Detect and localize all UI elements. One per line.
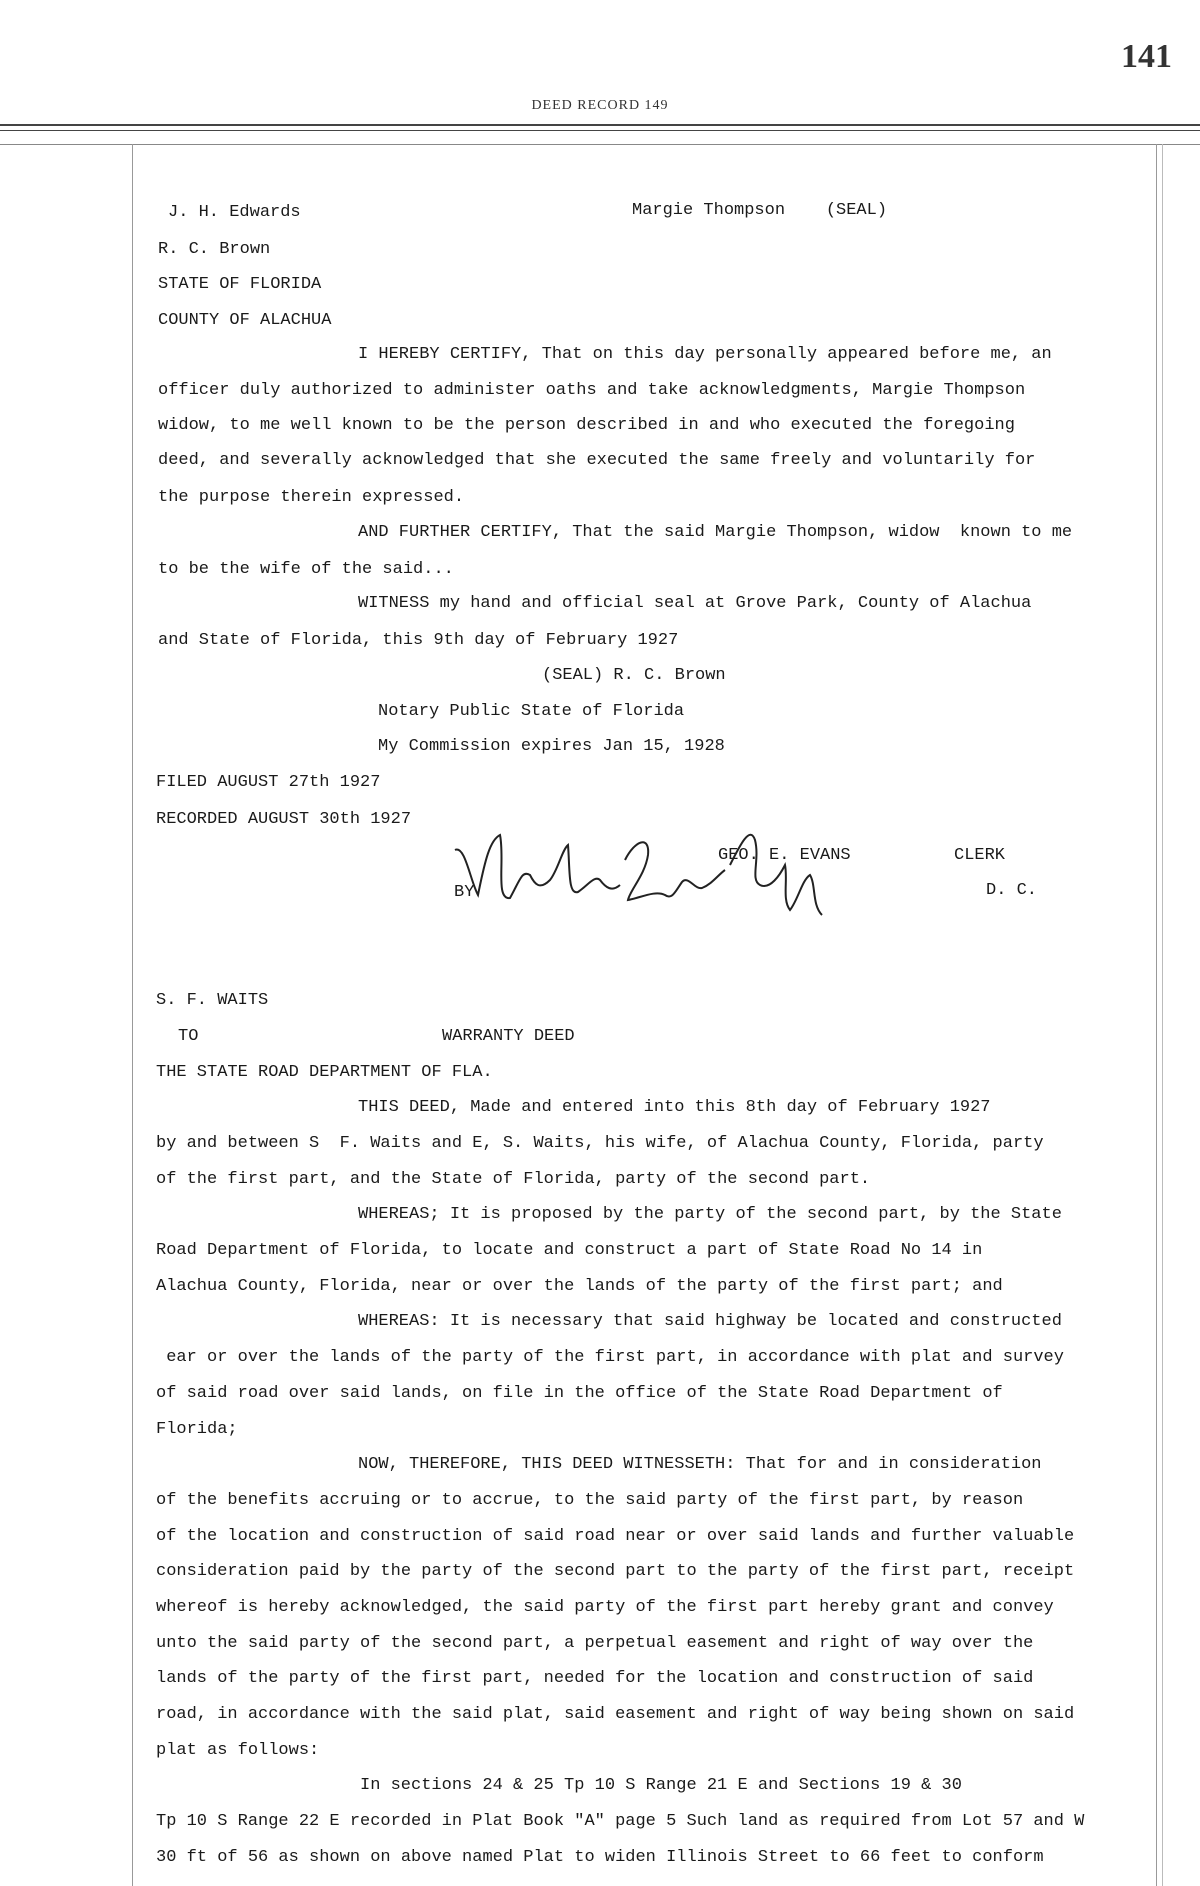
text-line: TO (178, 1027, 199, 1046)
text-line: officer duly authorized to administer oaths and take acknowledgments, Margie Thompson (158, 381, 1026, 400)
text-line: of the location and construction of said road near or over said lands and further valuable (156, 1527, 1075, 1546)
text-line: the purpose therein expressed. (158, 488, 465, 507)
text-line: Florida; (156, 1420, 238, 1439)
text-line: I HEREBY CERTIFY, That on this day personally appeared before me, an (358, 345, 1052, 364)
text-line: road, in accordance with the said plat, said easement and right of way being shown on said (156, 1705, 1075, 1724)
header-rule (0, 144, 1200, 145)
text-line: WITNESS my hand and official seal at Grove Park, County of Alachua (358, 594, 1032, 613)
text-line: lands of the party of the first part, needed for the location and construction of said (156, 1669, 1034, 1688)
text-line: deed, and severally acknowledged that she executed the same freely and voluntarily for (158, 451, 1036, 470)
left-margin-line (132, 144, 133, 1886)
text-line: Margie Thompson (SEAL) (632, 201, 888, 220)
text-line: WHEREAS: It is necessary that said highway be located and constructed (358, 1312, 1062, 1331)
header-rule (0, 130, 1200, 131)
text-line: RECORDED AUGUST 30th 1927 (156, 810, 412, 829)
text-line: consideration paid by the party of the second part to the party of the first part, receipt (156, 1562, 1075, 1581)
text-line: Tp 10 S Range 22 E recorded in Plat Book "A" page 5 Such land as required from Lot 57 and W (156, 1812, 1085, 1831)
text-line: of said road over said lands, on file in the office of the State Road Department of (156, 1384, 1003, 1403)
page-number: 141 (1121, 38, 1172, 75)
text-line: In sections 24 & 25 Tp 10 S Range 21 E and Sections 19 & 30 (360, 1776, 962, 1795)
text-line: 30 ft of 56 as shown on above named Plat to widen Illinois Street to 66 feet to conform (156, 1848, 1044, 1867)
text-line: and State of Florida, this 9th day of February 1927 (158, 631, 679, 650)
text-line: S. F. WAITS (156, 991, 269, 1010)
right-margin-line (1156, 144, 1157, 1886)
page-header-title: DEED RECORD 149 (531, 98, 669, 113)
text-line: of the benefits accruing or to accrue, to the said party of the first part, by reason (156, 1491, 1024, 1510)
clerk-signature (450, 820, 870, 930)
text-line: My Commission expires Jan 15, 1928 (378, 737, 725, 756)
text-line: D. C. (986, 881, 1038, 900)
text-line: NOW, THEREFORE, THIS DEED WITNESSETH: That for and in consideration (358, 1455, 1042, 1474)
header-rule (0, 124, 1200, 126)
text-line: whereof is hereby acknowledged, the said party of the first part hereby grant and convey (156, 1598, 1054, 1617)
text-line: THIS DEED, Made and entered into this 8th day of February 1927 (358, 1098, 991, 1117)
text-line: STATE OF FLORIDA (158, 275, 322, 294)
text-line: J. H. Edwards (168, 203, 301, 222)
right-margin-line (1162, 144, 1163, 1886)
text-line: AND FURTHER CERTIFY, That the said Margie Thompson, widow known to me (358, 523, 1073, 542)
text-line: FILED AUGUST 27th 1927 (156, 773, 381, 792)
text-line: THE STATE ROAD DEPARTMENT OF FLA. (156, 1063, 493, 1082)
text-line: Road Department of Florida, to locate and construct a part of State Road No 14 in (156, 1241, 983, 1260)
text-line: to be the wife of the said... (158, 560, 454, 579)
text-line: BY (454, 883, 475, 902)
text-line: Notary Public State of Florida (378, 702, 685, 721)
text-line: widow, to me well known to be the person described in and who executed the foregoing (158, 416, 1015, 435)
text-line: Alachua County, Florida, near or over the lands of the party of the first part; and (156, 1277, 1003, 1296)
text-line: GEO. E. EVANS (718, 846, 851, 865)
text-line: of the first part, and the State of Florida, party of the second part. (156, 1170, 871, 1189)
text-line: WARRANTY DEED (442, 1027, 575, 1046)
text-line: R. C. Brown (158, 240, 271, 259)
text-line: unto the said party of the second part, a perpetual easement and right of way over the (156, 1634, 1034, 1653)
text-line: COUNTY OF ALACHUA (158, 311, 332, 330)
text-line: plat as follows: (156, 1741, 320, 1760)
text-line: WHEREAS; It is proposed by the party of the second part, by the State (358, 1205, 1062, 1224)
text-line: by and between S F. Waits and E, S. Waits, his wife, of Alachua County, Florida, party (156, 1134, 1044, 1153)
text-line: (SEAL) R. C. Brown (542, 666, 726, 685)
text-line: ear or over the lands of the party of the first part, in accordance with plat and survey (156, 1348, 1064, 1367)
text-line: CLERK (954, 846, 1006, 865)
